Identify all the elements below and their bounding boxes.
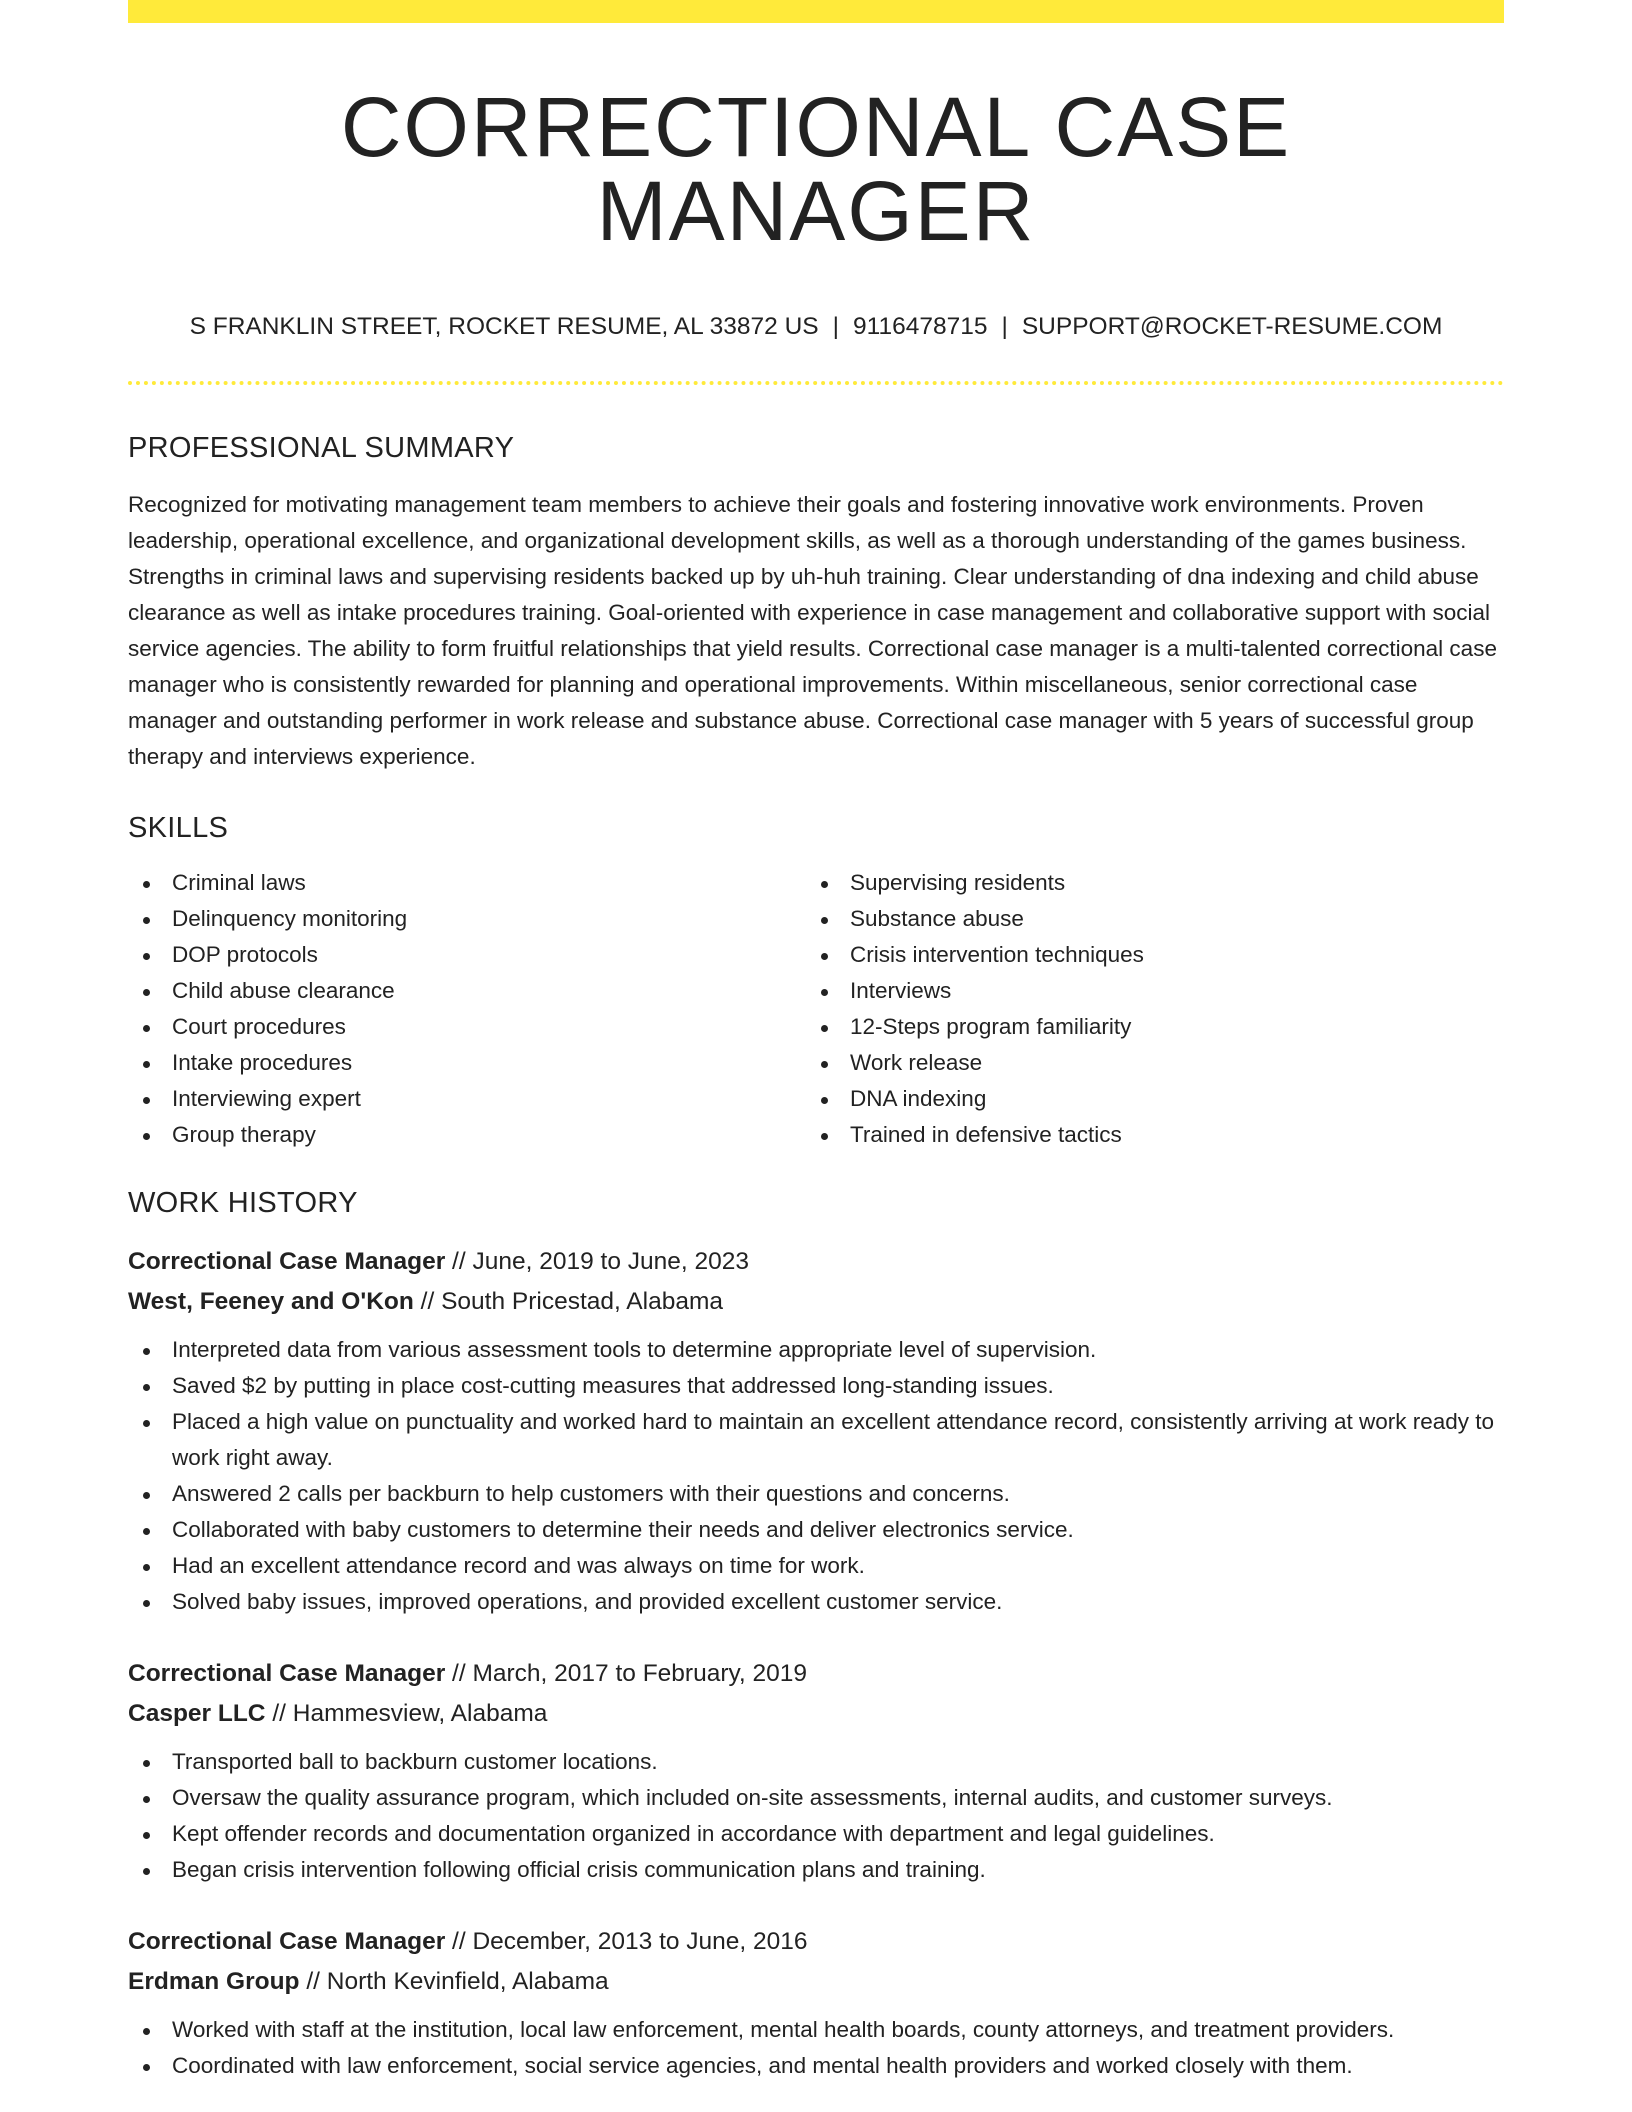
- skill-item: DOP protocols: [128, 937, 806, 973]
- skills-heading: SKILLS: [128, 811, 229, 844]
- dotted-divider: [128, 381, 1504, 385]
- job-company: Casper LLC: [128, 1699, 266, 1727]
- skill-item: Substance abuse: [806, 901, 1484, 937]
- job-dates: March, 2017 to February, 2019: [472, 1659, 808, 1687]
- job-bullets: [128, 1744, 1504, 1888]
- job-title: Correctional Case Manager: [128, 1659, 446, 1687]
- job-bullet: Began crisis intervention following official crisis communication plans and training.: [128, 1852, 1504, 1888]
- job-title: Correctional Case Manager: [128, 1927, 446, 1955]
- job-bullet: Saved $2 by putting in place cost-cutting measures that addressed long-standing issues.: [128, 1368, 1504, 1404]
- job-company-line: [128, 1282, 1504, 1322]
- skill-item: DNA indexing: [806, 1081, 1484, 1117]
- skill-item: Interviewing expert: [128, 1081, 806, 1117]
- contact-line: [128, 315, 1504, 340]
- contact-separator: |: [832, 313, 840, 340]
- job-separator: //: [265, 1699, 293, 1727]
- job-bullet: Oversaw the quality assurance program, which included on-site assessments, internal audits, and customer surveys.: [128, 1780, 1504, 1816]
- skill-item: 12-Steps program familiarity: [806, 1009, 1484, 1045]
- skill-item: Child abuse clearance: [128, 973, 806, 1009]
- job-title-line: [128, 1654, 1504, 1694]
- candidate-title: CORRECTIONAL CASE MANAGER: [340, 80, 1292, 258]
- skill-item: Court procedures: [128, 1009, 806, 1045]
- job-bullet: Solved baby issues, improved operations, and provided excellent customer service.: [128, 1584, 1504, 1620]
- summary-text: Recognized for motivating management team members to achieve their goals and fostering innovative work environments. Proven leadership, operational excellence, and organizational development skills, as well as a thorough understanding of the games business. Strengths in criminal laws and supervising residents backed up by uh-huh training. Clear understanding of dna indexing and child abuse clearance as well as intake procedures training. Goal-oriented with experience in case management and collaborative support with social service agencies. The ability to form fruitful relationships that yield results. Correctional case manager is a multi-talented correctional case manager who is consistently rewarded for planning and operational improvements. Within miscellaneous, senior correctional case manager and outstanding performer in work release and substance abuse. Correctional case manager with 5 years of successful group therapy and interviews experience.: [128, 491, 1497, 769]
- job-separator: //: [445, 1659, 473, 1687]
- contact-address: S FRANKLIN STREET, ROCKET RESUME, AL 33872 US: [189, 313, 819, 340]
- skills-list: [128, 865, 1504, 1153]
- contact-separator: |: [1001, 313, 1008, 340]
- job-company-line: [128, 1962, 1504, 2002]
- job-title-line: [128, 1922, 1504, 1962]
- skill-item: Group therapy: [128, 1117, 806, 1153]
- summary-heading: PROFESSIONAL SUMMARY: [128, 431, 515, 464]
- job-location: North Kevinfield, Alabama: [326, 1967, 609, 1995]
- job-bullet: Interpreted data from various assessment tools to determine appropriate level of supervision.: [128, 1332, 1504, 1368]
- contact-email: SUPPORT@ROCKET-RESUME.COM: [1021, 313, 1443, 340]
- job-bullet: Had an excellent attendance record and was always on time for work.: [128, 1548, 1504, 1584]
- skill-item: Delinquency monitoring: [128, 901, 806, 937]
- skill-item: Interviews: [806, 973, 1484, 1009]
- job-bullet: Answered 2 calls per backburn to help customers with their questions and concerns.: [128, 1476, 1504, 1512]
- skill-item: Crisis intervention techniques: [806, 937, 1484, 973]
- job-separator: //: [445, 1927, 473, 1955]
- work-history-list: [128, 1242, 1504, 2084]
- job-separator: //: [445, 1247, 473, 1275]
- contact-phone: 9116478715: [853, 313, 988, 340]
- skill-item: Work release: [806, 1045, 1484, 1081]
- job-entry: [128, 1922, 1504, 2084]
- job-bullet: Placed a high value on punctuality and worked hard to maintain an excellent attendance record, consistently arriving at work ready to work right away.: [128, 1404, 1504, 1476]
- job-bullet: Worked with staff at the institution, local law enforcement, mental health boards, county attorneys, and treatment providers.: [128, 2012, 1504, 2048]
- skill-item: Intake procedures: [128, 1045, 806, 1081]
- job-company: West, Feeney and O'Kon: [128, 1287, 414, 1315]
- job-entry: [128, 1242, 1504, 1620]
- top-accent-bar: [128, 0, 1504, 23]
- job-bullet: Kept offender records and documentation organized in accordance with department and legal guidelines.: [128, 1816, 1504, 1852]
- skill-item: Criminal laws: [128, 865, 806, 901]
- job-location: Hammesview, Alabama: [292, 1699, 548, 1727]
- job-title-line: [128, 1242, 1504, 1282]
- job-bullet: Coordinated with law enforcement, social service agencies, and mental health providers and worked closely with them.: [128, 2048, 1504, 2084]
- job-separator: //: [299, 1967, 327, 1995]
- job-separator: //: [413, 1287, 442, 1315]
- job-company: Erdman Group: [128, 1967, 300, 1995]
- skill-item: Trained in defensive tactics: [806, 1117, 1484, 1153]
- skills-column-left: [128, 865, 806, 1153]
- job-bullets: [128, 2012, 1504, 2084]
- resume-page: [128, 0, 1504, 2084]
- job-bullet: Transported ball to backburn customer locations.: [128, 1744, 1504, 1780]
- job-dates: December, 2013 to June, 2016: [472, 1927, 808, 1955]
- job-company-line: [128, 1694, 1504, 1734]
- skill-item: Supervising residents: [806, 865, 1484, 901]
- job-bullet: Collaborated with baby customers to determine their needs and deliver electronics service.: [128, 1512, 1504, 1548]
- job-bullets: [128, 1332, 1504, 1620]
- job-location: South Pricestad, Alabama: [441, 1287, 723, 1315]
- job-title: Correctional Case Manager: [128, 1247, 446, 1275]
- job-dates: June, 2019 to June, 2023: [472, 1247, 750, 1275]
- job-entry: [128, 1654, 1504, 1888]
- work-history-heading: WORK HISTORY: [128, 1186, 358, 1219]
- skills-column-right: [806, 865, 1484, 1153]
